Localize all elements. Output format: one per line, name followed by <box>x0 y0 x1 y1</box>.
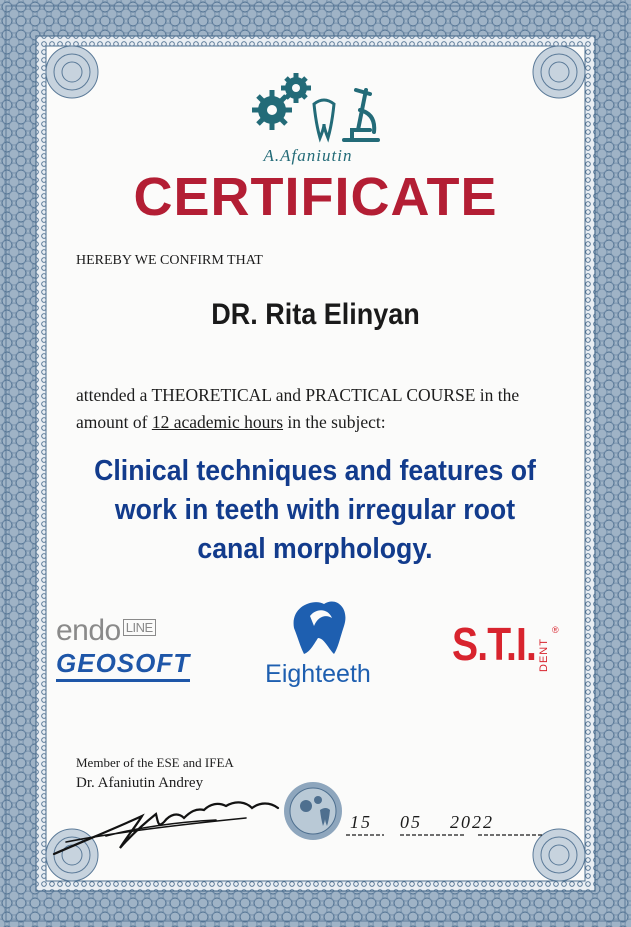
handwritten-signature-icon <box>46 792 296 862</box>
course-description-line1: attended a THEORETICAL and PRACTICAL COURSE in the <box>76 385 520 405</box>
academic-hours: 12 academic hours <box>151 412 284 432</box>
round-seal-icon <box>282 780 344 842</box>
registered-mark: ® <box>552 625 559 635</box>
intro-text: HEREBY WE CONFIRM THAT <box>76 253 263 268</box>
date-year: 2022 <box>450 812 494 832</box>
course-subject <box>80 452 549 569</box>
subject-line3: canal morphology. <box>197 533 433 565</box>
sti-dent-logo: S.T.I. <box>452 618 536 670</box>
gears-tooth-microscope-icon <box>248 70 388 150</box>
certificate-title: CERTIFICATE <box>133 167 498 227</box>
endoline-logo <box>56 614 156 648</box>
date-day: 15 <box>350 812 372 832</box>
dent-text: DENT <box>538 638 550 672</box>
signer-name: Dr. Afaniutin Andrey <box>76 775 204 791</box>
amount-suffix: in the subject: <box>283 412 386 432</box>
endo-text: endo <box>56 614 121 647</box>
subject-line1: Clinical techniques and features of <box>94 455 536 487</box>
subject-line2: work in teeth with irregular root <box>114 494 516 526</box>
logo-signature-text: A.Afaniutin <box>263 146 353 165</box>
issue-date <box>350 812 522 833</box>
membership-text: Member of the ESE and IFEA <box>76 755 234 770</box>
amount-prefix: amount of <box>76 412 152 432</box>
geosoft-logo: GEOSOFT <box>56 648 191 678</box>
geosoft-underline-icon <box>56 678 190 684</box>
recipient-name: DR. Rita Elinyan <box>211 298 420 331</box>
date-underline <box>344 832 544 838</box>
eighteeth-tooth-icon <box>284 598 352 656</box>
date-month: 05 <box>400 812 422 832</box>
line-text: LINE <box>123 619 156 636</box>
eighteeth-logo: Eighteeth <box>265 660 371 688</box>
course-description <box>76 382 566 436</box>
course-description-line2 <box>76 409 566 436</box>
